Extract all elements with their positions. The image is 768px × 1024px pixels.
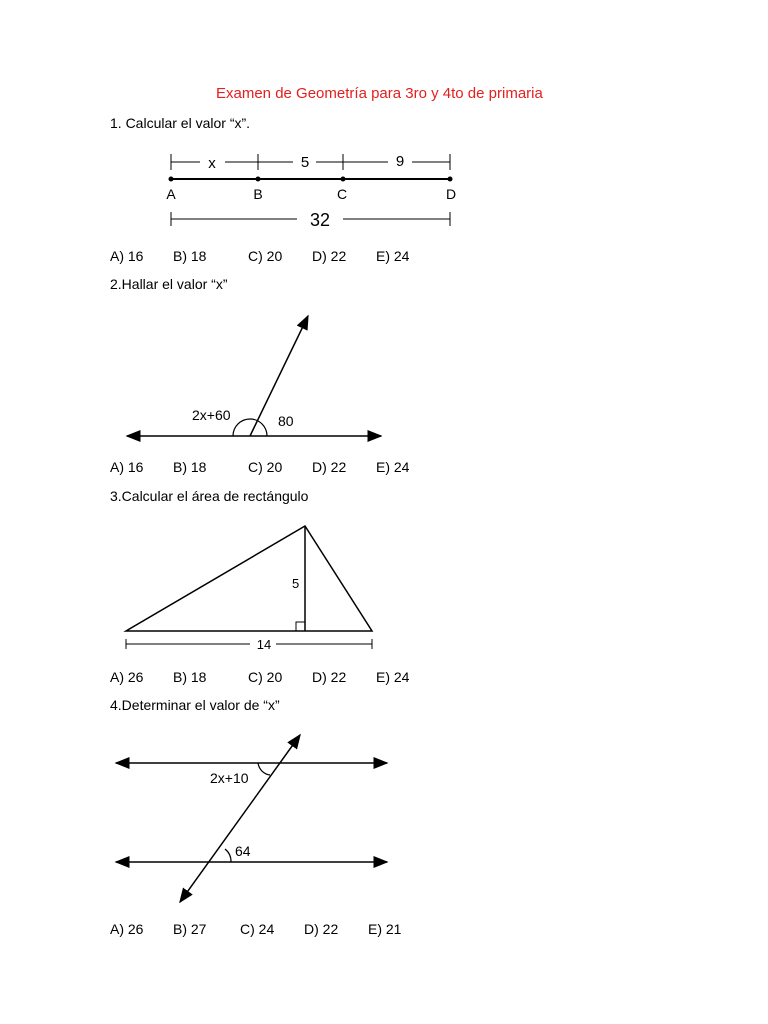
- q4-option-c[interactable]: C) 24: [240, 921, 275, 937]
- q2-option-b[interactable]: B) 18: [173, 459, 207, 475]
- q2-left-angle-label: 2x+60: [192, 407, 231, 423]
- q2-option-c[interactable]: C) 20: [248, 459, 283, 475]
- q3-option-d[interactable]: D) 22: [312, 669, 347, 685]
- q1-option-e[interactable]: E) 24: [376, 248, 410, 264]
- q3-option-a[interactable]: A) 26: [110, 669, 144, 685]
- q1-option-a[interactable]: A) 16: [110, 248, 144, 264]
- q2-option-e[interactable]: E) 24: [376, 459, 410, 475]
- q1-option-d[interactable]: D) 22: [312, 248, 347, 264]
- q1-point-a-label: A: [166, 186, 176, 202]
- q3-base-label: 14: [256, 637, 272, 652]
- q1-label-9: 9: [395, 153, 405, 170]
- question-1-prompt: 1. Calcular el valor “x”.: [110, 115, 251, 131]
- question-4-prompt: 4.Determinar el valor de “x”: [110, 697, 280, 713]
- q3-height-label: 5: [292, 576, 300, 591]
- q2-option-d[interactable]: D) 22: [312, 459, 347, 475]
- q1-option-b[interactable]: B) 18: [173, 248, 207, 264]
- q4-top-angle-arc: [258, 763, 270, 775]
- question-2-prompt: 2.Hallar el valor “x”: [110, 276, 228, 292]
- q4-bottom-angle-arc: [225, 849, 231, 862]
- q4-option-e[interactable]: E) 21: [368, 921, 402, 937]
- q4-bottom-angle-label: 64: [235, 843, 251, 859]
- q4-transversal: [180, 735, 300, 902]
- q1-label-total: 32: [309, 210, 331, 230]
- question-3-prompt: 3.Calcular el área de rectángulo: [110, 488, 309, 504]
- q4-option-d[interactable]: D) 22: [304, 921, 339, 937]
- q4-option-a[interactable]: A) 26: [110, 921, 144, 937]
- q1-point-b-label: B: [253, 186, 263, 202]
- q3-option-c[interactable]: C) 20: [248, 669, 283, 685]
- q3-option-e[interactable]: E) 24: [376, 669, 410, 685]
- q2-right-angle-label: 80: [278, 413, 294, 429]
- q1-point-c-label: C: [336, 186, 348, 202]
- q4-top-angle-label: 2x+10: [210, 770, 249, 786]
- q1-point-d-label: D: [445, 186, 457, 202]
- q1-option-c[interactable]: C) 20: [248, 248, 283, 264]
- q1-label-x: x: [208, 155, 216, 172]
- q2-option-a[interactable]: A) 16: [110, 459, 144, 475]
- q4-option-b[interactable]: B) 27: [173, 921, 207, 937]
- q1-label-5: 5: [300, 154, 310, 171]
- exam-title: Examen de Geometría para 3ro y 4to de primaria: [216, 85, 543, 102]
- q3-option-b[interactable]: B) 18: [173, 669, 207, 685]
